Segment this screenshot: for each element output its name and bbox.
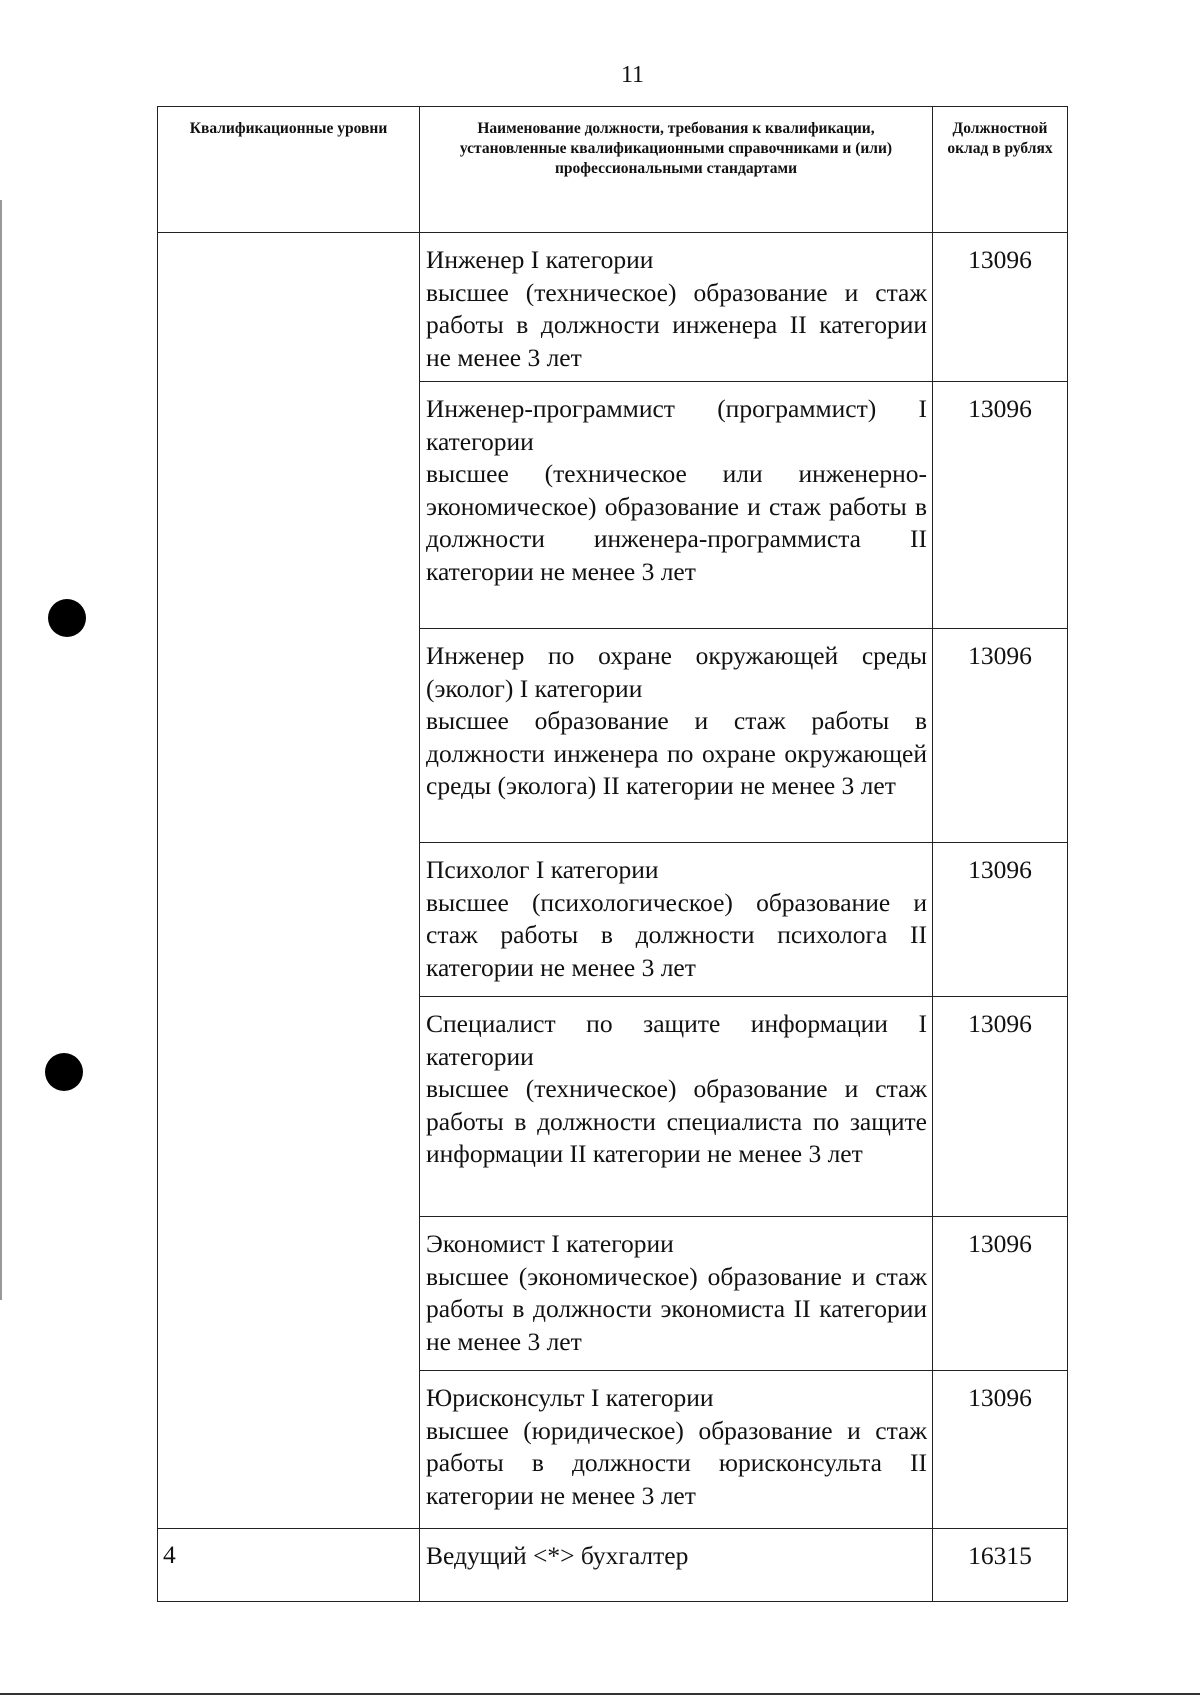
binder-hole-bottom — [45, 1053, 83, 1091]
position-requirements: высшее образование и стаж работы в должности инженера по охране окружающей среды (эколога) II категории не менее 3 лет — [426, 706, 927, 800]
salary-cell: 13096 — [933, 1217, 1068, 1371]
position-title: Юрисконсульт I категории — [426, 1383, 714, 1412]
salary-table — [157, 106, 1068, 1602]
position-requirements: высшее (техническое) образование и стаж работы в должности инженера II категории не менее 3 лет — [426, 277, 927, 372]
page-number: 11 — [620, 62, 645, 88]
position-title: Инженер по охране окружающей среды (эколог) I категории — [426, 641, 927, 703]
level-cell-merged — [158, 233, 420, 1529]
salary-cell: 13096 — [933, 233, 1068, 382]
position-title: Инженер-программист (программист) I категории — [426, 394, 927, 456]
position-cell — [420, 233, 933, 382]
salary-cell: 13096 — [933, 843, 1068, 997]
position-requirements: высшее (юридическое) образование и стаж работы в должности юрисконсульта II категории не менее 3 лет — [426, 1415, 927, 1510]
position-requirements: высшее (техническое) образование и стаж работы в должности специалиста по защите информации II категории не менее 3 лет — [426, 1074, 927, 1168]
table-row — [158, 1529, 1068, 1602]
position-requirements: высшее (психологическое) образование и стаж работы в должности психолога II категории не менее 3 лет — [426, 887, 927, 982]
position-cell — [420, 843, 933, 997]
position-title: Специалист по защите информации I категории — [426, 1009, 927, 1071]
header-salary: Должностной оклад в рублях — [933, 107, 1068, 233]
bottom-scan-edge — [0, 1693, 1200, 1695]
salary-cell: 13096 — [933, 382, 1068, 629]
position-cell — [420, 1217, 933, 1371]
position-title: Психолог I категории — [426, 855, 659, 884]
position-cell — [420, 629, 933, 843]
position-cell — [420, 1371, 933, 1529]
position-cell: Ведущий <*> бухгалтер — [420, 1529, 933, 1602]
left-scan-edge — [0, 200, 2, 1300]
salary-cell: 13096 — [933, 1371, 1068, 1529]
salary-cell: 16315 — [933, 1529, 1068, 1602]
level-cell: 4 — [158, 1529, 420, 1602]
position-title: Экономист I категории — [426, 1229, 674, 1258]
header-position: Наименование должности, требования к квалификации, установленные квалификационными справочниками и (или) профессиональными стандартами — [420, 107, 933, 233]
position-cell — [420, 997, 933, 1217]
salary-cell: 13096 — [933, 629, 1068, 843]
salary-cell: 13096 — [933, 997, 1068, 1217]
position-requirements: высшее (экономическое) образование и стаж работы в должности экономиста II категории не менее 3 лет — [426, 1261, 927, 1356]
binder-hole-top — [48, 599, 86, 637]
table-row — [158, 233, 1068, 382]
table-header-row — [158, 107, 1068, 233]
header-level: Квалификационные уровни — [158, 107, 420, 233]
position-title: Инженер I категории — [426, 245, 654, 274]
position-requirements: высшее (техническое или инженерно-экономическое) образование и стаж работы в должности инженера-программиста II категории не менее 3 лет — [426, 459, 927, 586]
position-cell — [420, 382, 933, 629]
